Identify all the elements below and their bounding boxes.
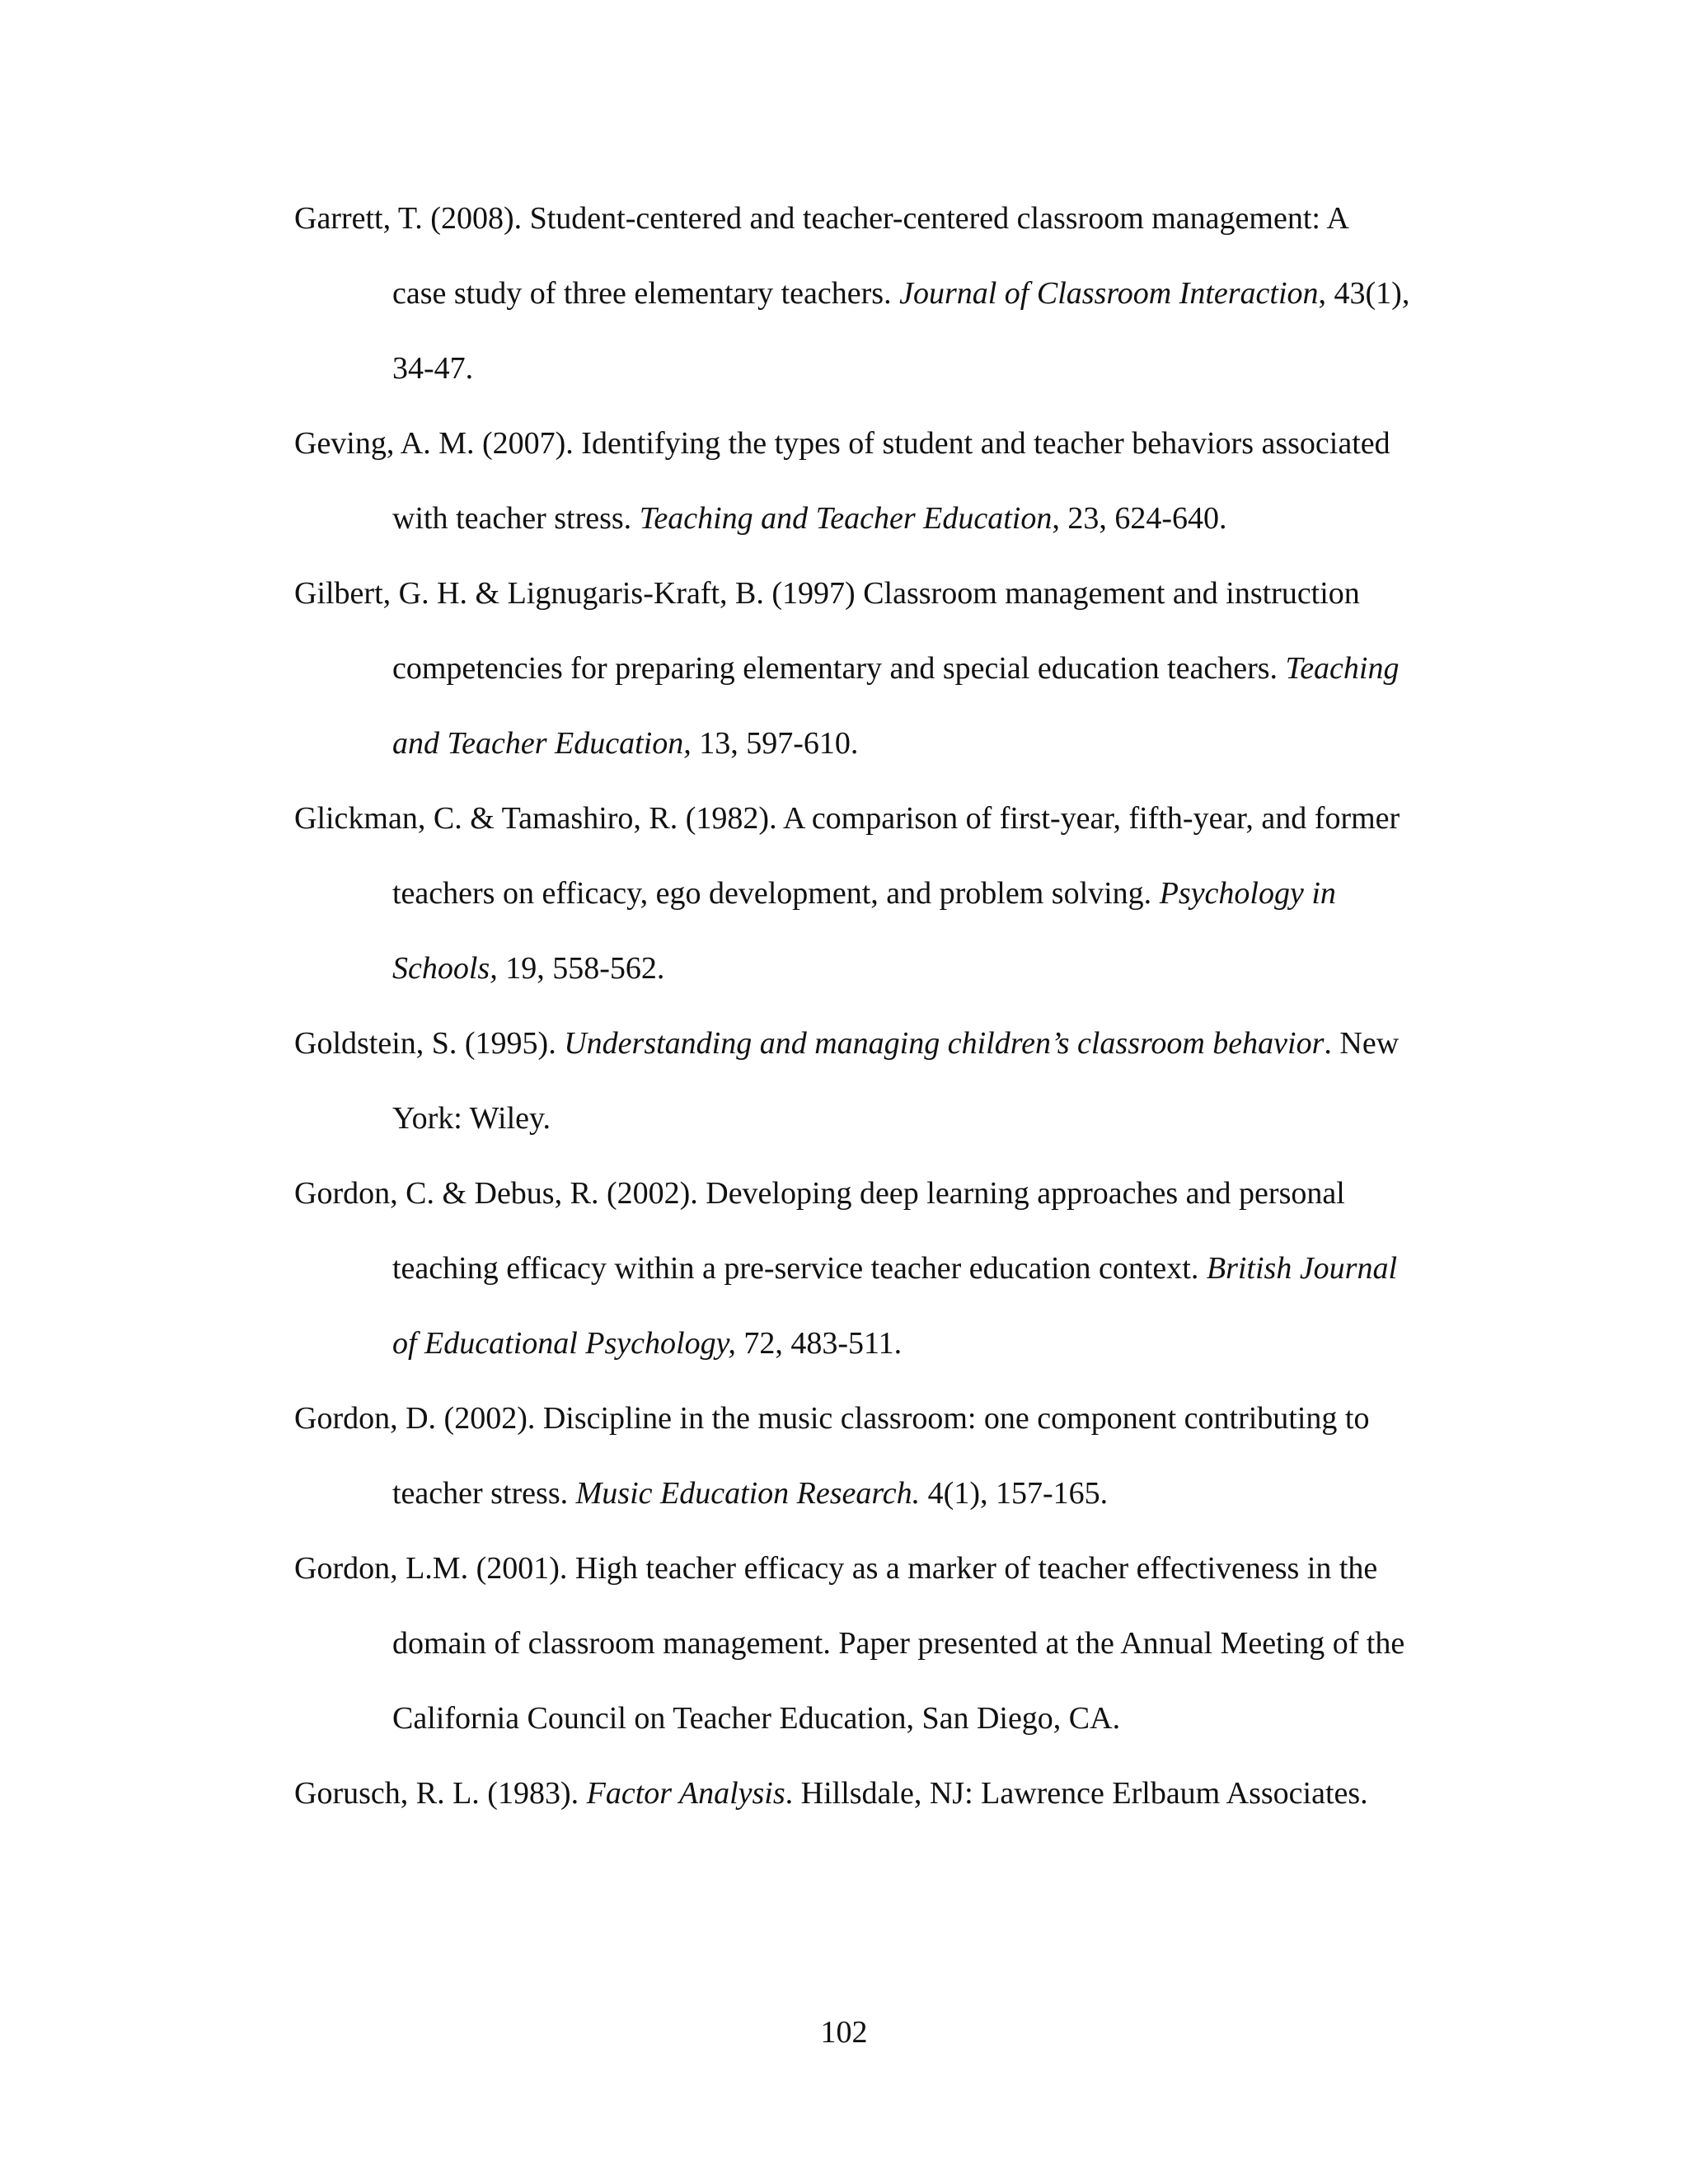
reference-italic-text: and Teacher Education,: [392, 726, 692, 761]
reference-text: Geving, A. M. (2007). Identifying the types of student and teacher behaviors associated: [294, 426, 1390, 461]
reference-text: competencies for preparing elementary and special education teachers.: [392, 651, 1286, 686]
reference-italic-text: Teaching: [1285, 651, 1400, 686]
reference-continuation-line: [392, 874, 1336, 912]
reference-continuation-line: [392, 274, 1409, 312]
reference-italic-text: Journal of Classroom Interaction: [899, 276, 1319, 311]
reference-first-line: [294, 1774, 1368, 1812]
reference-text: , 23, 624-640.: [1052, 501, 1227, 536]
reference-first-line: [294, 574, 1360, 612]
reference-italic-text: Understanding and managing children’s classroom behavior: [564, 1026, 1325, 1061]
reference-first-line: [294, 1549, 1377, 1587]
reference-italic-text: Schools,: [392, 951, 498, 986]
reference-text: case study of three elementary teachers.: [392, 276, 900, 311]
reference-italic-text: Psychology in: [1159, 876, 1336, 911]
reference-text: teachers on efficacy, ego development, and problem solving.: [392, 876, 1160, 911]
reference-text: with teacher stress.: [392, 501, 640, 536]
reference-continuation-line: [392, 649, 1399, 687]
reference-first-line: [294, 1024, 1399, 1062]
page-number: 102: [820, 2015, 868, 2050]
reference-continuation-line: [392, 1699, 1120, 1737]
reference-text: teacher stress.: [392, 1476, 576, 1511]
reference-text: York: Wiley.: [392, 1101, 551, 1136]
reference-continuation-line: [392, 1474, 1108, 1512]
reference-italic-text: Teaching and Teacher Education: [639, 501, 1053, 536]
reference-text: 4(1), 157-165.: [920, 1476, 1109, 1511]
reference-text: Gordon, D. (2002). Discipline in the music classroom: one component contributing to: [294, 1401, 1370, 1436]
reference-continuation-line: [392, 724, 858, 762]
reference-text: Gorusch, R. L. (1983).: [294, 1776, 587, 1811]
reference-text: Gilbert, G. H. & Lignugaris-Kraft, B. (1997) Classroom management and instruction: [294, 576, 1360, 611]
reference-text: 72, 483-511.: [735, 1326, 903, 1361]
reference-continuation-line: [392, 1324, 902, 1362]
reference-continuation-line: [392, 349, 473, 387]
reference-first-line: [294, 424, 1390, 462]
reference-continuation-line: [392, 949, 664, 987]
reference-text: Gordon, C. & Debus, R. (2002). Developing deep learning approaches and personal: [294, 1176, 1345, 1211]
reference-continuation-line: [392, 1249, 1397, 1287]
reference-text: Garrett, T. (2008). Student-centered and teacher-centered classroom management: A: [294, 201, 1349, 236]
reference-continuation-line: [392, 1099, 551, 1137]
reference-italic-text: Music Education Research.: [575, 1476, 921, 1511]
reference-text: . New: [1324, 1026, 1400, 1061]
reference-text: . Hillsdale, NJ: Lawrence Erlbaum Associates.: [785, 1776, 1368, 1811]
reference-text: domain of classroom management. Paper presented at the Annual Meeting of the: [392, 1626, 1405, 1661]
reference-text: , 43(1),: [1318, 276, 1410, 311]
reference-first-line: [294, 1399, 1369, 1437]
reference-text: Glickman, C. & Tamashiro, R. (1982). A comparison of first-year, fifth-year, and former: [294, 801, 1400, 836]
reference-first-line: [294, 799, 1400, 837]
reference-text: 13, 597-610.: [691, 726, 859, 761]
reference-text: 19, 558-562.: [497, 951, 665, 986]
reference-text: 34-47.: [392, 351, 474, 386]
reference-text: Gordon, L.M. (2001). High teacher efficacy as a marker of teacher effectiveness in the: [294, 1551, 1378, 1586]
reference-first-line: [294, 1174, 1345, 1212]
reference-continuation-line: [392, 499, 1227, 537]
reference-italic-text: of Educational Psychology,: [392, 1326, 736, 1361]
reference-first-line: [294, 199, 1349, 237]
reference-text: Goldstein, S. (1995).: [294, 1026, 565, 1061]
reference-italic-text: Factor Analysis: [586, 1776, 785, 1811]
reference-continuation-line: [392, 1624, 1404, 1662]
reference-italic-text: British Journal: [1206, 1251, 1398, 1286]
reference-text: teaching efficacy within a pre-service teacher education context.: [392, 1251, 1207, 1286]
reference-text: California Council on Teacher Education, San Diego, CA.: [392, 1701, 1121, 1736]
